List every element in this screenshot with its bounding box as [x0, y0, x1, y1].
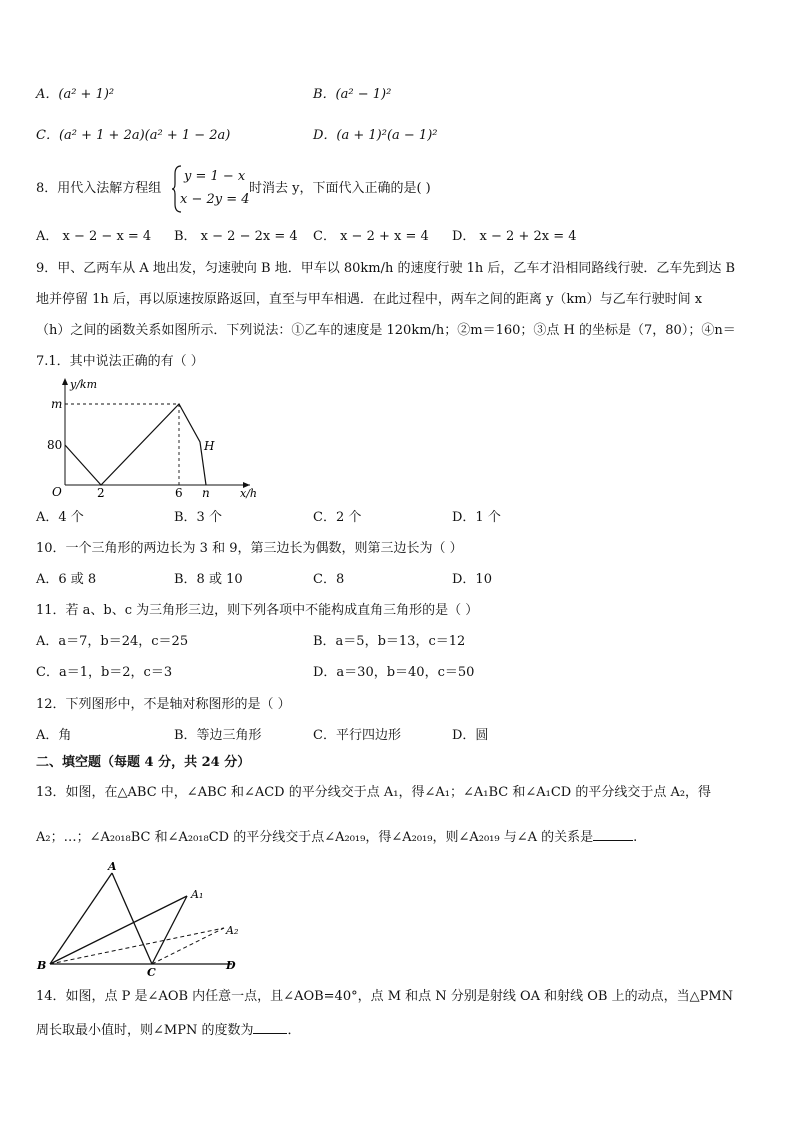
q11-option-c: C．a＝1，b＝2，c＝3: [36, 665, 173, 680]
q11-option-d: D．a＝30，b＝40，c＝50: [313, 665, 475, 680]
line-AC: [112, 873, 152, 964]
q13-triangle-figure: [34, 858, 254, 978]
q10-option-d: D．10: [452, 572, 492, 587]
q13-line-2-text: A₂；…；∠A₂₀₁₈BC 和∠A₂₀₁₈CD 的平分线交于点∠A₂₀₁₉，得∠A₂₀₁₉，则∠A₂₀₁₉ 与∠A 的关系是: [36, 830, 594, 845]
q8-option-d: D． x − 2 + 2x = 4: [452, 229, 577, 244]
q12-option-c: C．平行四边形: [313, 728, 401, 743]
m-label: m: [51, 397, 63, 411]
q9-function-graph: [40, 372, 270, 502]
q13-answer-blank[interactable]: [593, 826, 633, 841]
q10-option-c: C．8: [313, 572, 345, 587]
q7-option-a: A．(a² + 1)²: [36, 87, 115, 102]
q9-line-3: （h）之间的函数关系如图所示．下列说法：①乙车的速度是 120km/h；②m＝160；③点 H 的坐标是（7，80）；④n＝: [36, 323, 736, 338]
q14-line-2: [36, 1019, 300, 1040]
line-CA2: [152, 928, 224, 964]
q11-option-a: A．a＝7，b＝24，c＝25: [36, 634, 189, 649]
q14-line-2-text: 周长取最小值时，则∠MPN 的度数为: [36, 1023, 254, 1038]
label-A1: A₁: [191, 888, 204, 901]
q14-line-2-end: ．: [287, 1023, 301, 1038]
q13-line-2-end: .: [633, 830, 638, 845]
q9-line-2: 地并停留 1h 后，再以原速按原路返回，直至与甲车相遇．在此过程中，两车之间的距离 y（km）与乙车行驶时间 x: [36, 292, 703, 307]
q8-option-c: C． x − 2 + x = 4: [313, 229, 429, 244]
section-2-heading: 二、填空题（每题 4 分，共 24 分）: [36, 755, 251, 770]
label-A2: A₂: [226, 924, 239, 937]
line-BA: [50, 873, 112, 964]
line-BA2: [50, 928, 224, 964]
q12-option-a: A．角: [36, 728, 72, 743]
q9-option-a: A．4 个: [36, 510, 84, 525]
q13-line-2: [36, 826, 637, 847]
label-A: A: [108, 860, 117, 873]
distance-curve: [65, 404, 206, 485]
q13-line-1: 13．如图，在△ABC 中，∠ABC 和∠ACD 的平分线交于点 A₁，得∠A₁；∠A₁BC 和∠A₁CD 的平分线交于点 A₂，得: [36, 785, 712, 800]
q11-stem: 11．若 a、b、c 为三角形三边，则下列各项中不能构成直角三角形的是（ ）: [36, 603, 479, 618]
q7-option-c: C．(a² + 1 + 2a)(a² + 1 − 2a): [36, 128, 231, 143]
n-label: n: [202, 486, 210, 500]
q10-option-b: B．8 或 10: [174, 572, 243, 587]
q8-equation-1: y = 1 − x: [184, 169, 246, 184]
q7-option-b: B．(a² − 1)²: [313, 87, 392, 102]
q8-option-b: B． x − 2 − 2x = 4: [174, 229, 298, 244]
x6-label: 6: [175, 486, 183, 500]
y-axis-label: y/km: [70, 378, 98, 391]
q9-option-d: D．1 个: [452, 510, 501, 525]
label-B: B: [37, 959, 47, 972]
y-axis-arrow: [62, 378, 68, 385]
q12-option-d: D．圆: [452, 728, 489, 743]
q11-option-b: B．a＝5，b＝13，c＝12: [313, 634, 466, 649]
q8-stem-pre: 8．用代入法解方程组: [36, 181, 162, 196]
q8-stem-post: 时消去 y，下面代入正确的是( ): [249, 181, 431, 196]
q12-stem: 12．下列图形中，不是轴对称图形的是（ ）: [36, 697, 291, 712]
line-BA1: [50, 896, 187, 964]
q8-equation-2: x − 2y = 4: [180, 192, 250, 207]
origin-label: O: [52, 485, 62, 499]
q10-option-a: A．6 或 8: [36, 572, 97, 587]
H-label: H: [204, 439, 215, 453]
q7-option-d: D．(a + 1)²(a − 1)²: [313, 128, 438, 143]
label-C: C: [147, 966, 156, 978]
q9-line-4: 7.1．其中说法正确的有（ ）: [36, 354, 204, 369]
q14-line-1: 14．如图，点 P 是∠AOB 内任意一点，且∠AOB=40°，点 M 和点 N 分别是射线 OA 和射线 OB 上的动点，当△PMN: [36, 989, 734, 1004]
q14-answer-blank[interactable]: [253, 1019, 287, 1034]
y80-label: 80: [47, 438, 63, 452]
q10-stem: 10．一个三角形的两边长为 3 和 9，第三边长为偶数，则第三边长为（ ）: [36, 541, 463, 556]
q12-option-b: B．等边三角形: [174, 728, 262, 743]
label-D: D: [226, 959, 236, 972]
line-CA1: [152, 896, 187, 964]
q8-option-a: A． x − 2 − x = 4: [36, 229, 152, 244]
q9-option-c: C．2 个: [313, 510, 362, 525]
x2-label: 2: [97, 486, 105, 500]
q9-line-1: 9．甲、乙两车从 A 地出发，匀速驶向 B 地．甲车以 80km/h 的速度行驶 1h 后，乙车才沿相同路线行驶．乙车先到达 B: [36, 261, 736, 276]
x-axis-label: x/h: [240, 487, 257, 500]
q9-option-b: B．3 个: [174, 510, 222, 525]
